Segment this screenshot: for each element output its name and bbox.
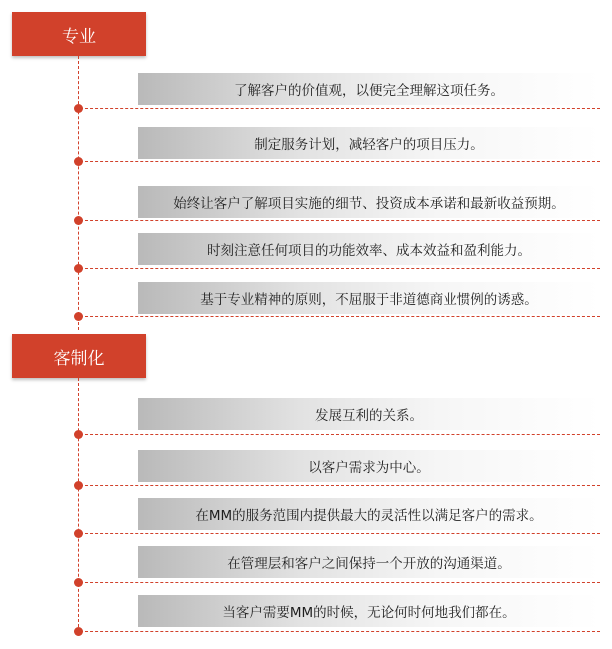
divider [80, 485, 600, 486]
list-item: 在管理层和客户之间保持一个开放的沟通渠道。 [138, 546, 600, 578]
list-item: 时刻注意任何项目的功能效率、成本效益和盈利能力。 [138, 233, 600, 265]
divider [80, 434, 600, 435]
section-header-professional: 专业 [12, 12, 146, 56]
section-header-customization: 客制化 [12, 334, 146, 378]
divider [80, 631, 600, 632]
timeline-dot [74, 578, 83, 587]
timeline-dot [74, 264, 83, 273]
list-item: 制定服务计划，减轻客户的项目压力。 [138, 127, 600, 159]
divider [80, 220, 600, 221]
list-item: 发展互利的关系。 [138, 398, 600, 430]
timeline-dot [74, 216, 83, 225]
timeline-dot [74, 104, 83, 113]
list-item: 在MM的服务范围内提供最大的灵活性以满足客户的需求。 [138, 498, 600, 530]
divider [80, 108, 600, 109]
list-item: 当客户需要MM的时候，无论何时何地我们都在。 [138, 595, 600, 627]
timeline-dot [74, 157, 83, 166]
timeline-dot [74, 481, 83, 490]
list-item: 以客户需求为中心。 [138, 450, 600, 482]
divider [80, 533, 600, 534]
timeline-dot [74, 430, 83, 439]
list-item: 基于专业精神的原则，不屈服于非道德商业惯例的诱惑。 [138, 282, 600, 314]
timeline-dot [74, 529, 83, 538]
timeline-line [78, 378, 79, 632]
list-item: 始终让客户了解项目实施的细节、投资成本承诺和最新收益预期。 [138, 186, 600, 218]
timeline-line [78, 56, 79, 330]
list-item: 了解客户的价值观，以便完全理解这项任务。 [138, 73, 600, 105]
timeline-dot [74, 627, 83, 636]
divider [80, 582, 600, 583]
divider [80, 161, 600, 162]
timeline-dot [74, 312, 83, 321]
divider [80, 268, 600, 269]
divider [80, 316, 600, 317]
